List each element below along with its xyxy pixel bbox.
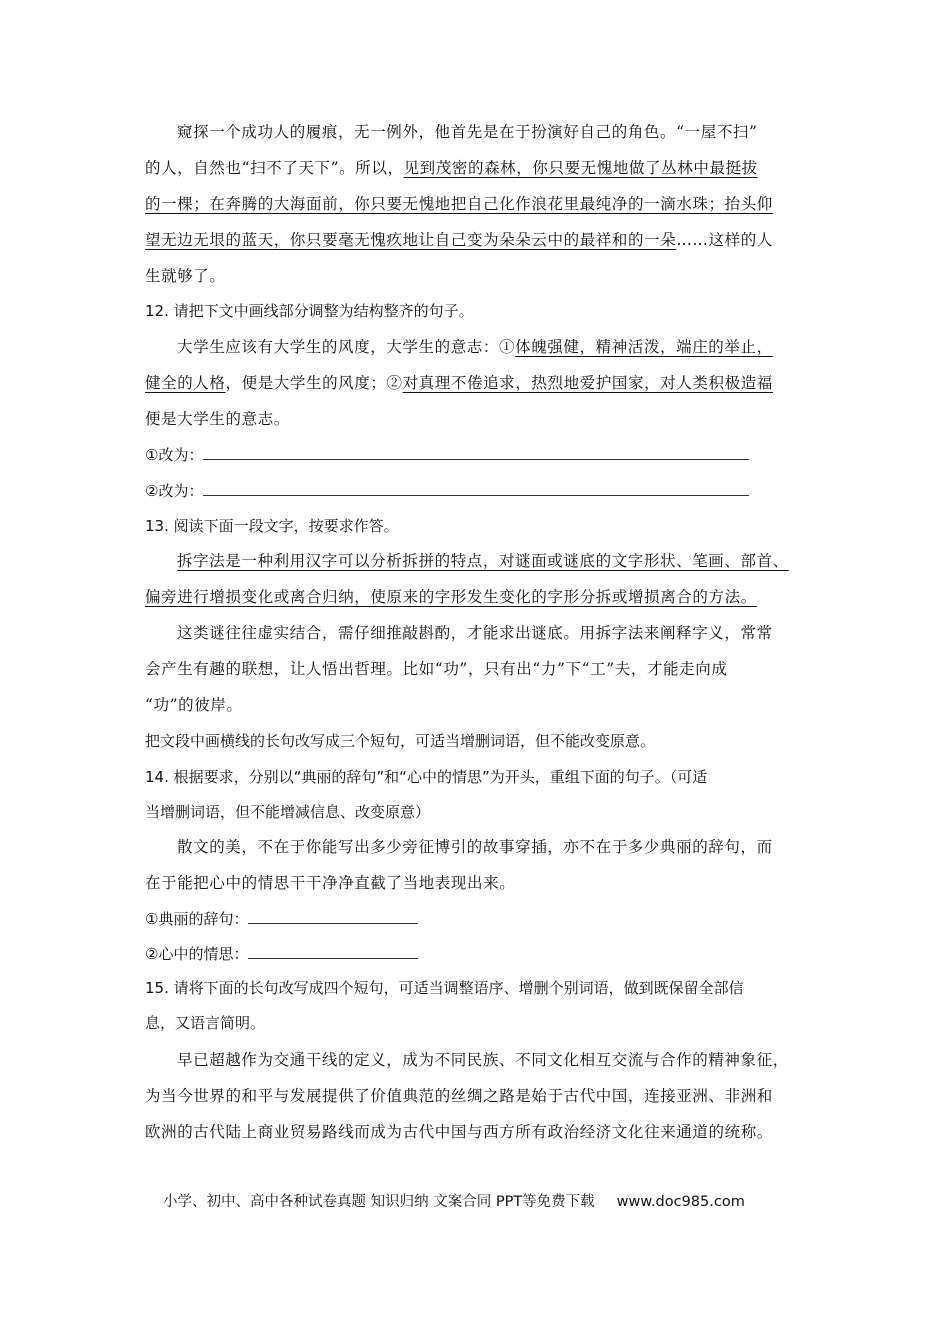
- q12-answer2-blank[interactable]: [203, 481, 749, 496]
- passage1-line5: 生就够了。: [145, 267, 226, 285]
- q12-line2-underlined-b: 对真理不倦追求，热烈地爱护国家，对人类积极造福: [402, 374, 773, 392]
- page-footer: [163, 1190, 745, 1211]
- q13-requirement: 把文段中画横线的长句改写成三个短句，可适当增删词语，但不能改变原意。: [145, 732, 656, 750]
- q14-answer2-blank[interactable]: [248, 944, 418, 959]
- passage1-line3: 的一棵；在奔腾的大海面前，你只要无愧地把自己化作浪花里最纯净的一滴水珠；抬头仰: [145, 195, 773, 213]
- q13-line5: “功”的彼岸。: [145, 696, 243, 714]
- q12-line2: [145, 372, 773, 394]
- q13-line1: 拆字法是一种利用汉字可以分析拆拼的特点，对谜面或谜底的文字形状、笔画、部首、: [177, 552, 789, 570]
- q12-line1-underlined: 体魄强健，精神活泼，端庄的举止，: [515, 338, 773, 356]
- footer-url[interactable]: www.doc985.com: [616, 1194, 745, 1210]
- passage1-line2-underlined: 见到茂密的森林，你只要无愧地做了丛林中最挺拔: [403, 159, 758, 177]
- passage1-line2-plain: 的人，自然也“扫不了天下”。所以，: [145, 159, 404, 177]
- q15-title-line1: 15. 请将下面的长句改写成四个短句，可适当调整语序、增删个别词语，做到既保留全部信: [145, 979, 744, 997]
- q12-line1-plain: 大学生应该有大学生的风度，大学生的意志：①: [177, 338, 516, 356]
- q12-line2-underlined-a: 健全的人格: [145, 374, 226, 392]
- q13-line4: 会产生有趣的联想，让人悟出哲理。比如“功”，只有出“力”下“工”夫，才能走向成: [145, 660, 728, 678]
- passage1-line4-plain: ……这样的人: [676, 231, 773, 249]
- q15-line2: 为当今世界的和平与发展提供了价值典范的丝绸之路是始于古代中国，连接亚洲、非洲和: [145, 1087, 773, 1105]
- q12-answer1-label: ①改为：: [145, 446, 204, 464]
- q13-line3: 这类谜往往虚实结合，需仔细推敲斟酌，才能求出谜底。用拆字法来阐释字义，常常: [177, 624, 773, 642]
- passage1-line1: 窥探一个成功人的履痕，无一例外，他首先是在于扮演好自己的角色。“一屋不扫”: [177, 123, 758, 141]
- q14-answer1-label: ①典丽的辞句：: [145, 910, 249, 928]
- q12-line1: [177, 336, 773, 358]
- q12-title: 12. 请把下文中画线部分调整为结构整齐的句子。: [145, 302, 474, 320]
- passage1-line4: [145, 229, 773, 251]
- q12-line3: 便是大学生的意志。: [145, 410, 290, 428]
- q12-answer1-blank[interactable]: [203, 445, 749, 460]
- q15-line1: 早已超越作为交通干线的定义，成为不同民族、不同文化相互交流与合作的精神象征，: [177, 1051, 789, 1069]
- q14-title-line1: 14. 根据要求，分别以“典丽的辞句”和“心中的情思”为开头，重组下面的句子。（可适: [145, 768, 708, 786]
- q14-answer1-blank[interactable]: [248, 909, 418, 924]
- q14-answer1: [145, 908, 418, 930]
- q12-answer1: [145, 444, 749, 466]
- q15-line3: 欧洲的古代陆上商业贸易路线而成为古代中国与西方所有政治经济文化往来通道的统称。: [145, 1123, 773, 1141]
- q14-answer2-label: ②心中的情思：: [145, 945, 249, 963]
- q14-title-line2: 当增删词语，但不能增减信息、改变原意）: [145, 803, 431, 821]
- q13-title: 13. 阅读下面一段文字，按要求作答。: [145, 517, 399, 535]
- q14-answer2: [145, 943, 418, 965]
- passage1-line4-underlined: 望无边无垠的蓝天，你只要毫无愧疚地让自己变为朵朵云中的最祥和的一朵: [145, 231, 677, 249]
- q13-line2: 偏旁进行增损变化或离合归纳，使原来的字形发生变化的字形分拆或增损离合的方法。: [145, 588, 757, 606]
- q12-line2-plain: ，便是大学生的风度；②: [225, 374, 403, 392]
- q14-line1: 散文的美，不在于你能写出多少旁征博引的故事穿插，亦不在于多少典丽的辞句，而: [177, 838, 773, 856]
- q14-line2: 在于能把心中的情思干干净净直截了当地表现出来。: [145, 874, 516, 892]
- q12-answer2: [145, 480, 749, 502]
- q15-title-line2: 息，又语言简明。: [145, 1014, 266, 1032]
- passage1-line2: [145, 157, 758, 179]
- q12-answer2-label: ②改为：: [145, 482, 204, 500]
- footer-text: 小学、初中、高中各种试卷真题 知识归纳 文案合同 PPT等免费下载: [163, 1194, 595, 1210]
